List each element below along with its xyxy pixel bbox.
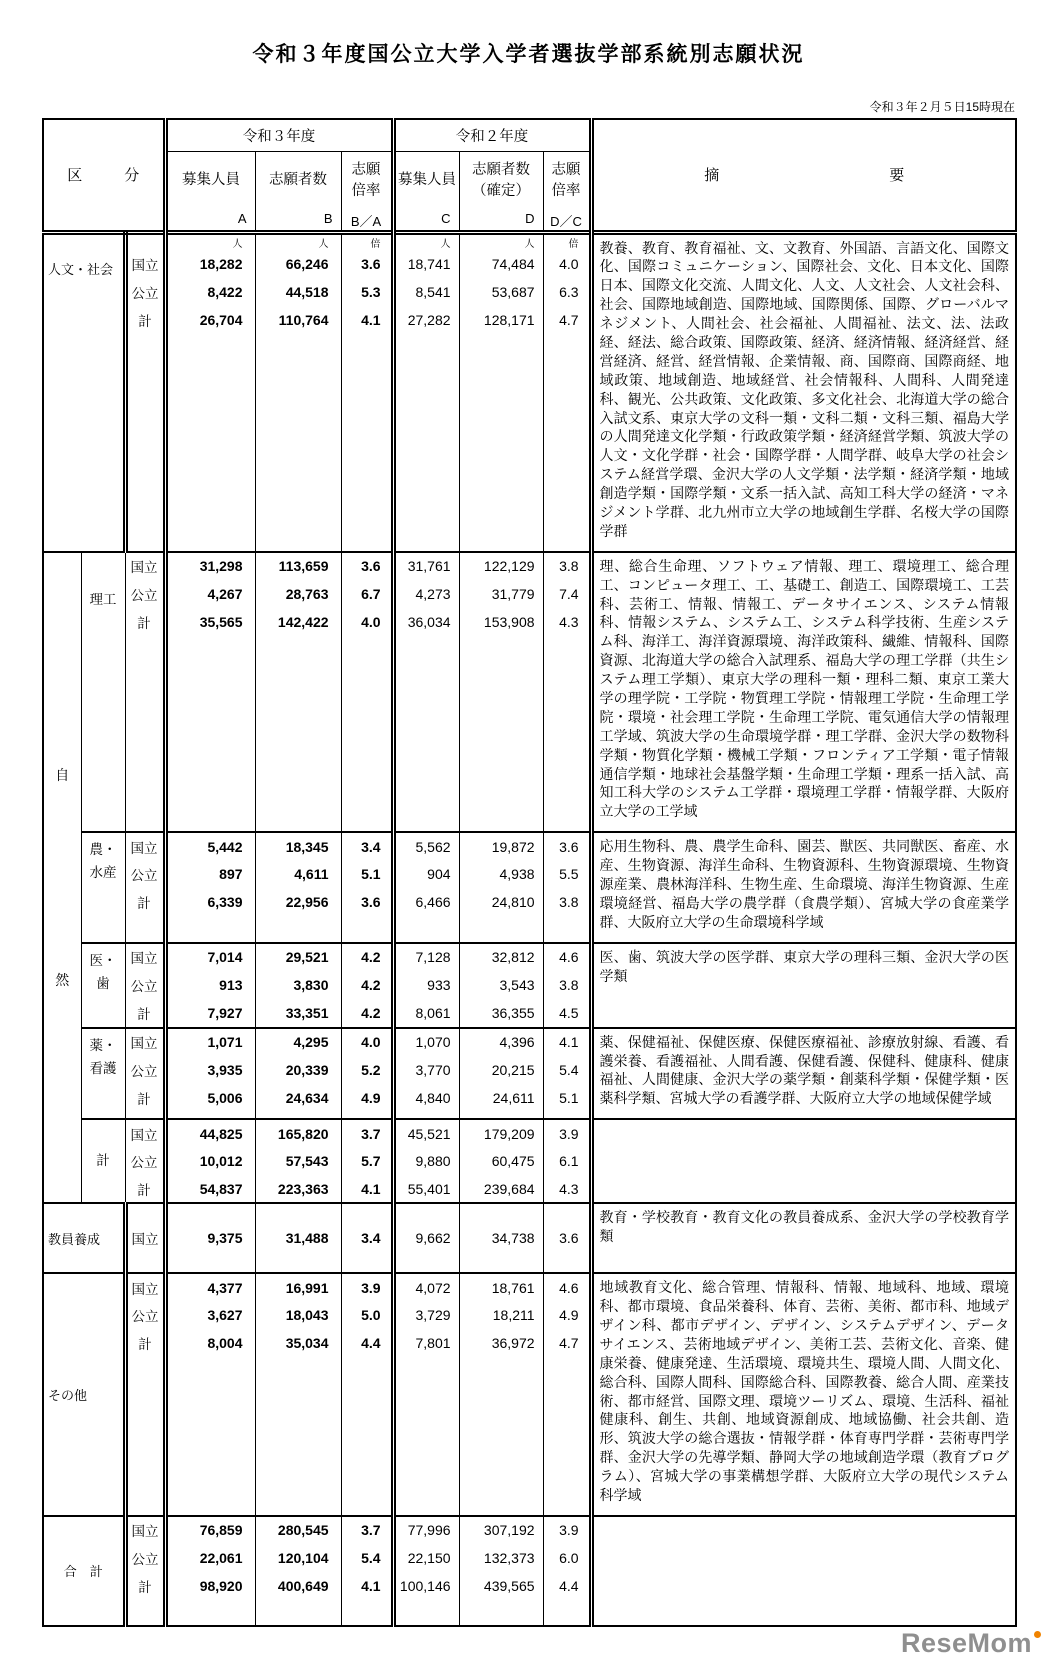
cell-applicants-r2: 24,810 bbox=[459, 888, 543, 916]
cell-applicants-r3: 110,764 bbox=[255, 306, 341, 334]
cell-ratio-r3: 4.2 bbox=[341, 943, 393, 971]
section-label-jinbun: 人文・社会 bbox=[43, 232, 125, 552]
cell-recruit-r3: 76,859 bbox=[165, 1516, 255, 1544]
sub-label-c: C bbox=[441, 210, 451, 226]
cell-ratio-r3: 5.2 bbox=[341, 1056, 393, 1084]
cell-ratio-r2: 6.0 bbox=[543, 1544, 591, 1572]
cell-ratio-r3: 5.7 bbox=[341, 1147, 393, 1175]
cell-ratio-r3: 4.9 bbox=[341, 1084, 393, 1112]
cell-recruit-r2: 7,128 bbox=[393, 943, 459, 971]
cell-applicants-r3: 16,991 bbox=[255, 1273, 341, 1301]
cell-applicants-r3: 24,634 bbox=[255, 1084, 341, 1112]
cell-applicants-r3: 18,345 bbox=[255, 832, 341, 860]
table-row bbox=[43, 1203, 1016, 1273]
cell-ratio-r2: 3.8 bbox=[543, 971, 591, 999]
cell-applicants-r2: 36,972 bbox=[459, 1329, 543, 1357]
unit-label: 人 bbox=[459, 232, 543, 250]
row-type-label: 公立 bbox=[125, 1301, 165, 1329]
cell-applicants-r3: 18,043 bbox=[255, 1301, 341, 1329]
cell-ratio-r3: 4.0 bbox=[341, 1028, 393, 1056]
table-row bbox=[43, 1273, 1016, 1301]
cell-recruit-r3: 26,704 bbox=[165, 306, 255, 334]
unit-row bbox=[43, 232, 1016, 250]
cell-ratio-r3: 4.1 bbox=[341, 1175, 393, 1203]
row-type-label: 計 bbox=[125, 1329, 165, 1357]
cell-applicants-r2: 32,812 bbox=[459, 943, 543, 971]
cell-ratio-r3: 4.2 bbox=[341, 999, 393, 1027]
cell-applicants-r2: 132,373 bbox=[459, 1544, 543, 1572]
remark-sonota: 地域教育文化、総合管理、情報科、情報、地域科、地域、環境科、都市環境、食品栄養科、体育、芸術、美術、都市科、地域デザイン科、都市デザイン、デザイン、システムデザイン、データサイエンス、芸術地域デザイン、美術工芸、芸術文化、音楽、健康栄養、健康発達、生活環境、環境共生、環境人間、人間文化、総合科、国際人間科、国際総合科、国際教養、総合人間、産業技術、都市経営、国際文理、環境ツーリズム、環境、生活科、福祉健康科、創生、共創、地域資源創成、地域協働、社会共創、造形、筑波大学の総合選抜・情報学群・体育専門学群・芸術専門学群、金沢大学の先導学類、静岡大学の地域創造学環（教育プログラム）、宮城大学の事業構想学群、大阪府立大学の現代システム科学域 bbox=[591, 1273, 1016, 1516]
cell-ratio-r2: 7.4 bbox=[543, 580, 591, 608]
cell-applicants-r3: 31,488 bbox=[255, 1203, 341, 1273]
cell-recruit-r3: 1,071 bbox=[165, 1028, 255, 1056]
cell-applicants-r3: 4,611 bbox=[255, 860, 341, 888]
cell-applicants-r2: 31,779 bbox=[459, 580, 543, 608]
cell-recruit-r2: 22,150 bbox=[393, 1544, 459, 1572]
cell-applicants-r3: 280,545 bbox=[255, 1516, 341, 1544]
cell-ratio-r2: 4.4 bbox=[543, 1572, 591, 1600]
unit-label: 人 bbox=[393, 232, 459, 250]
cell-applicants-r3: 35,034 bbox=[255, 1329, 341, 1357]
unit-label: 倍 bbox=[341, 232, 393, 250]
cell-ratio-r3: 3.4 bbox=[341, 1203, 393, 1273]
cell-recruit-r3: 10,012 bbox=[165, 1147, 255, 1175]
cell-ratio-r3: 3.6 bbox=[341, 552, 393, 580]
table-row bbox=[43, 832, 1016, 860]
cell-recruit-r3: 4,267 bbox=[165, 580, 255, 608]
cell-ratio-r2: 3.6 bbox=[543, 1203, 591, 1273]
row-type-label: 計 bbox=[125, 608, 165, 636]
cell-applicants-r2: 439,565 bbox=[459, 1572, 543, 1600]
cell-applicants-r2: 307,192 bbox=[459, 1516, 543, 1544]
row-type-label: 公立 bbox=[125, 1544, 165, 1572]
remark-gokei bbox=[591, 1516, 1016, 1626]
cell-recruit-r3: 35,565 bbox=[165, 608, 255, 636]
cell-applicants-r3: 165,820 bbox=[255, 1119, 341, 1147]
group-label-shizen: 自 然 bbox=[43, 552, 81, 1203]
cell-recruit-r2: 36,034 bbox=[393, 608, 459, 636]
cell-ratio-r2: 3.9 bbox=[543, 1119, 591, 1147]
row-type-label: 公立 bbox=[125, 278, 165, 306]
cell-applicants-r2: 153,908 bbox=[459, 608, 543, 636]
section-label-sonota: その他 bbox=[43, 1273, 125, 1516]
cell-recruit-r2: 8,541 bbox=[393, 278, 459, 306]
remark-shizenkei bbox=[591, 1119, 1016, 1203]
row-type-label: 計 bbox=[125, 306, 165, 334]
cell-applicants-r3: 33,351 bbox=[255, 999, 341, 1027]
cell-recruit-r2: 4,840 bbox=[393, 1084, 459, 1112]
row-type-label: 公立 bbox=[125, 1147, 165, 1175]
cell-recruit-r2: 933 bbox=[393, 971, 459, 999]
cell-recruit-r2: 55,401 bbox=[393, 1175, 459, 1203]
cell-recruit-r3: 3,935 bbox=[165, 1056, 255, 1084]
cell-ratio-r2: 5.4 bbox=[543, 1056, 591, 1084]
header-kubun bbox=[43, 119, 165, 232]
sub-label-b: B bbox=[323, 210, 333, 226]
header-row-years bbox=[43, 119, 1016, 151]
category-label-nousan: 農・ 水産 bbox=[81, 832, 125, 942]
remark-kyoin: 教育・学校教育・教育文化の教員養成系、金沢大学の学校教育学類 bbox=[591, 1203, 1016, 1273]
cell-ratio-r2: 4.6 bbox=[543, 943, 591, 971]
category-label-yaku: 薬・ 看護 bbox=[81, 1028, 125, 1120]
header-year-r3: 令和３年度 bbox=[165, 119, 393, 151]
cell-recruit-r2: 904 bbox=[393, 860, 459, 888]
cell-applicants-r3: 22,956 bbox=[255, 888, 341, 916]
cell-applicants-r3: 20,339 bbox=[255, 1056, 341, 1084]
cell-applicants-r2: 4,396 bbox=[459, 1028, 543, 1056]
cell-applicants-r2: 18,761 bbox=[459, 1273, 543, 1301]
cell-applicants-r2: 24,611 bbox=[459, 1084, 543, 1112]
remark-nousan: 応用生物科、農、農学生命科、園芸、獣医、共同獣医、畜産、水産、生物資源、海洋生命科、生物資源科、生物資源環境、生物資源産業、農林海洋科、生物生産、生命環境、海洋生物資源、生産環境経営、福島大学の農学群（食農学類）、宮城大学の食産業学群、大阪府立大学の生命環境科学域 bbox=[591, 832, 1016, 942]
header-kubun-2: 分 bbox=[124, 167, 140, 185]
cell-recruit-r3: 54,837 bbox=[165, 1175, 255, 1203]
cell-recruit-r2: 3,770 bbox=[393, 1056, 459, 1084]
cell-recruit-r2: 100,146 bbox=[393, 1572, 459, 1600]
table-row bbox=[43, 1516, 1016, 1544]
cell-applicants-r3: 113,659 bbox=[255, 552, 341, 580]
table-row bbox=[43, 943, 1016, 971]
cell-recruit-r2: 9,880 bbox=[393, 1147, 459, 1175]
cell-recruit-r3: 22,061 bbox=[165, 1544, 255, 1572]
row-type-label: 計 bbox=[125, 1175, 165, 1203]
cell-ratio-r3: 6.7 bbox=[341, 580, 393, 608]
cell-recruit-r2: 1,070 bbox=[393, 1028, 459, 1056]
page-title: 令和３年度国公立大学入学者選抜学部系統別志願状況 bbox=[252, 43, 805, 66]
cell-applicants-r2: 53,687 bbox=[459, 278, 543, 306]
sub-label-a: A bbox=[237, 210, 247, 226]
cell-applicants-r3: 66,246 bbox=[255, 250, 341, 278]
logo-orange-dot bbox=[1034, 1631, 1041, 1638]
cell-ratio-r2: 5.1 bbox=[543, 1084, 591, 1112]
cell-ratio-r3: 5.0 bbox=[341, 1301, 393, 1329]
row-type-label: 国立 bbox=[125, 832, 165, 860]
cell-ratio-r2: 5.5 bbox=[543, 860, 591, 888]
cell-applicants-r2: 122,129 bbox=[459, 552, 543, 580]
cell-ratio-r3: 3.7 bbox=[341, 1516, 393, 1544]
cell-ratio-r3: 4.4 bbox=[341, 1329, 393, 1357]
cell-recruit-r2: 4,273 bbox=[393, 580, 459, 608]
table-row bbox=[43, 1028, 1016, 1056]
cell-ratio-r2: 4.7 bbox=[543, 306, 591, 334]
section-label-kyoin: 教員養成 bbox=[43, 1203, 125, 1273]
cell-recruit-r3: 913 bbox=[165, 971, 255, 999]
row-type-label: 国立 bbox=[125, 552, 165, 580]
row-type-label: 計 bbox=[125, 1572, 165, 1600]
cell-ratio-r2: 3.9 bbox=[543, 1516, 591, 1544]
application-status-table bbox=[42, 118, 1017, 1627]
cell-recruit-r3: 5,006 bbox=[165, 1084, 255, 1112]
header-kubun-1: 区 bbox=[67, 167, 83, 185]
cell-applicants-r2: 179,209 bbox=[459, 1119, 543, 1147]
row-type-label: 国立 bbox=[125, 1273, 165, 1301]
cell-ratio-r2: 4.1 bbox=[543, 1028, 591, 1056]
cell-recruit-r3: 7,927 bbox=[165, 999, 255, 1027]
unit-label: 人 bbox=[165, 232, 255, 250]
cell-applicants-r3: 57,543 bbox=[255, 1147, 341, 1175]
cell-applicants-r2: 36,355 bbox=[459, 999, 543, 1027]
cell-ratio-r2: 4.3 bbox=[543, 608, 591, 636]
cell-applicants-r2: 239,684 bbox=[459, 1175, 543, 1203]
sub-label-dc: D／C bbox=[550, 213, 582, 229]
cell-applicants-r2: 34,738 bbox=[459, 1203, 543, 1273]
category-label-rikou: 理工 bbox=[81, 552, 125, 832]
unit-label: 人 bbox=[255, 232, 341, 250]
row-type-label: 国立 bbox=[125, 943, 165, 971]
cell-applicants-r3: 29,521 bbox=[255, 943, 341, 971]
cell-recruit-r2: 9,662 bbox=[393, 1203, 459, 1273]
cell-ratio-r3: 4.0 bbox=[341, 608, 393, 636]
row-type-label: 計 bbox=[125, 999, 165, 1027]
cell-recruit-r3: 4,377 bbox=[165, 1273, 255, 1301]
cell-recruit-r3: 897 bbox=[165, 860, 255, 888]
row-type-label: 公立 bbox=[125, 580, 165, 608]
cell-ratio-r2: 3.8 bbox=[543, 888, 591, 916]
row-type-label: 計 bbox=[125, 888, 165, 916]
cell-ratio-r2: 4.6 bbox=[543, 1273, 591, 1301]
cell-applicants-r2: 3,543 bbox=[459, 971, 543, 999]
cell-applicants-r3: 28,763 bbox=[255, 580, 341, 608]
cell-recruit-r2: 27,282 bbox=[393, 306, 459, 334]
remark-jinbun: 教養、教育、教育福祉、文、文教育、外国語、言語文化、国際文化、国際コミュニケーション、国際社会、文化、日本文化、国際日本、国際文化交流、人間文化、人文、人文社会、人文社会科、社会、国際地域創造、国際地域、国際関係、国際、グローバルマネジメント、人間社会、社会福祉、人間福祉、法文、法、法政経、経法、総合政策、国際政策、経済、経済情報、経済経営、経営経済、経営、経営情報、企業情報、商、国際商、国際商経、地域政策、地域創造、地域経営、社会情報科、人間科、人間発達科、観光、公共政策、文化政策、多文化社会、北海道大学の総合入試文系、東京大学の文科一類・文科二類・文科三類、福島大学の人間発達文化学類・行政政策学類・経済経営学類、筑波大学の人文・文化学群・社会・国際学群・人間学群、岐阜大学の社会システム経営学環、金沢大学の人文学類・法学類・経済学類・地域創造学類・国際学類・文系一括入試、高知工科大学の経済・マネジメント学群、北九州市立大学の地域創生学群、名桜大学の国際学群 bbox=[591, 232, 1016, 552]
cell-applicants-r2: 19,872 bbox=[459, 832, 543, 860]
category-label-shizenkei: 計 bbox=[81, 1119, 125, 1203]
cell-ratio-r2: 4.7 bbox=[543, 1329, 591, 1357]
cell-ratio-r3: 3.4 bbox=[341, 832, 393, 860]
col-header-recruit-r2: 募集人員 C bbox=[393, 151, 459, 232]
cell-ratio-r3: 4.1 bbox=[341, 306, 393, 334]
cell-ratio-r2: 6.3 bbox=[543, 278, 591, 306]
cell-ratio-r2: 4.9 bbox=[543, 1301, 591, 1329]
row-type-label: 公立 bbox=[125, 860, 165, 888]
cell-ratio-r2: 4.3 bbox=[543, 1175, 591, 1203]
cell-applicants-r2: 20,215 bbox=[459, 1056, 543, 1084]
cell-recruit-r3: 7,014 bbox=[165, 943, 255, 971]
cell-ratio-r2: 4.5 bbox=[543, 999, 591, 1027]
cell-recruit-r2: 4,072 bbox=[393, 1273, 459, 1301]
cell-recruit-r3: 6,339 bbox=[165, 888, 255, 916]
header-remarks-2: 要 bbox=[889, 167, 905, 185]
cell-applicants-r3: 142,422 bbox=[255, 608, 341, 636]
cell-ratio-r3: 3.6 bbox=[341, 888, 393, 916]
category-label-ishi: 医・ 歯 bbox=[81, 943, 125, 1028]
row-type-label: 国立 bbox=[125, 1119, 165, 1147]
cell-applicants-r3: 44,518 bbox=[255, 278, 341, 306]
cell-applicants-r3: 400,649 bbox=[255, 1572, 341, 1600]
cell-ratio-r3: 4.2 bbox=[341, 971, 393, 999]
cell-recruit-r2: 7,801 bbox=[393, 1329, 459, 1357]
cell-ratio-r2: 3.6 bbox=[543, 832, 591, 860]
resemom-logo: ReseMom bbox=[901, 1628, 1041, 1659]
cell-ratio-r3: 5.1 bbox=[341, 860, 393, 888]
cell-recruit-r3: 3,627 bbox=[165, 1301, 255, 1329]
table-row bbox=[43, 552, 1016, 580]
cell-recruit-r2: 18,741 bbox=[393, 250, 459, 278]
cell-ratio-r3: 3.7 bbox=[341, 1119, 393, 1147]
cell-ratio-r2: 6.1 bbox=[543, 1147, 591, 1175]
row-type-label: 国立 bbox=[125, 250, 165, 278]
header-remarks-1: 摘 bbox=[704, 167, 720, 185]
cell-recruit-r2: 5,562 bbox=[393, 832, 459, 860]
cell-recruit-r2: 31,761 bbox=[393, 552, 459, 580]
cell-applicants-r2: 60,475 bbox=[459, 1147, 543, 1175]
row-type-label: 計 bbox=[125, 1084, 165, 1112]
remark-rikou: 理、総合生命理、ソフトウェア情報、理工、環境理工、総合理工、コンピュータ理工、工、基礎工、創造工、国際環境工、工芸科、芸術工、情報、情報工、データサイエンス、システム情報科、情報システム、システム工、システム科学技術、生産システム科、海洋工、海洋資源環境、海洋政策科、繊維、情報科、国際資源、北海道大学の総合入試理系、福島大学の理工学群（共生システム理工学類）、東京大学の理科一類・理科二類、東京工業大学の理学院・工学院・物質理工学院・情報理工学院・生命理工学院・環境・社会理工学院・生命理工学院、電気通信大学の情報理工学域、筑波大学の生命環境学群・理工学群、金沢大学の数物科学類・物質化学類・機械工学類・フロンティア工学類・電子情報通信学類・地球社会基盤学類・生命理工学類・理系一括入試、高知工科大学のシステム工学群・環境理工学群・情報学群、大阪府立大学の工学域 bbox=[591, 552, 1016, 832]
sub-label-d: D bbox=[525, 210, 535, 226]
cell-ratio-r3: 3.9 bbox=[341, 1273, 393, 1301]
sub-label-ba: B／A bbox=[350, 213, 382, 229]
remark-ishi: 医、歯、筑波大学の医学群、東京大学の理科三類、金沢大学の医学類 bbox=[591, 943, 1016, 1028]
cell-recruit-r2: 6,466 bbox=[393, 888, 459, 916]
cell-applicants-r2: 18,211 bbox=[459, 1301, 543, 1329]
header-year-r2: 令和２年度 bbox=[393, 119, 591, 151]
cell-recruit-r3: 98,920 bbox=[165, 1572, 255, 1600]
cell-applicants-r2: 74,484 bbox=[459, 250, 543, 278]
cell-applicants-r3: 120,104 bbox=[255, 1544, 341, 1572]
cell-recruit-r3: 8,004 bbox=[165, 1329, 255, 1357]
col-header-recruit-r3: 募集人員 A bbox=[165, 151, 255, 232]
cell-applicants-r2: 4,938 bbox=[459, 860, 543, 888]
unit-label: 倍 bbox=[543, 232, 591, 250]
row-type-label: 国立 bbox=[125, 1028, 165, 1056]
cell-ratio-r2: 4.0 bbox=[543, 250, 591, 278]
table-row bbox=[43, 1119, 1016, 1147]
cell-ratio-r3: 4.1 bbox=[341, 1572, 393, 1600]
col-header-ratio-r2: 志願 倍率 D／C bbox=[543, 151, 591, 232]
col-header-applicants-r2: 志願者数 （確定） D bbox=[459, 151, 543, 232]
row-type-label: 国立 bbox=[125, 1516, 165, 1544]
header-remarks bbox=[591, 119, 1016, 232]
cell-applicants-r3: 3,830 bbox=[255, 971, 341, 999]
col-header-applicants-r3: 志願者数 B bbox=[255, 151, 341, 232]
cell-ratio-r3: 5.3 bbox=[341, 278, 393, 306]
cell-recruit-r3: 31,298 bbox=[165, 552, 255, 580]
cell-applicants-r3: 4,295 bbox=[255, 1028, 341, 1056]
as-of-date: 令和３年２月５日15時現在 bbox=[869, 100, 1015, 114]
cell-ratio-r3: 5.4 bbox=[341, 1544, 393, 1572]
cell-recruit-r2: 3,729 bbox=[393, 1301, 459, 1329]
col-header-ratio-r3: 志願 倍率 B／A bbox=[341, 151, 393, 232]
remark-yaku: 薬、保健福祉、保健医療、保健医療福祉、診療放射線、看護、看護栄養、看護福祉、人間看護、保健看護、保健科、健康科、健康福祉、人間健康、金沢大学の薬学類・創薬科学類・保健学類・医薬科学類、宮城大学の看護学群、大阪府立大学の地域保健学域 bbox=[591, 1028, 1016, 1120]
cell-recruit-r2: 77,996 bbox=[393, 1516, 459, 1544]
cell-ratio-r3: 3.6 bbox=[341, 250, 393, 278]
cell-recruit-r2: 8,061 bbox=[393, 999, 459, 1027]
cell-recruit-r3: 8,422 bbox=[165, 278, 255, 306]
cell-recruit-r3: 44,825 bbox=[165, 1119, 255, 1147]
row-type-label: 公立 bbox=[125, 1056, 165, 1084]
section-label-gokei: 合 計 bbox=[43, 1516, 125, 1626]
cell-recruit-r2: 45,521 bbox=[393, 1119, 459, 1147]
cell-recruit-r3: 5,442 bbox=[165, 832, 255, 860]
cell-applicants-r2: 128,171 bbox=[459, 306, 543, 334]
cell-ratio-r2: 3.8 bbox=[543, 552, 591, 580]
row-type-label: 国立 bbox=[125, 1203, 165, 1273]
cell-recruit-r3: 18,282 bbox=[165, 250, 255, 278]
row-type-label: 公立 bbox=[125, 971, 165, 999]
cell-applicants-r3: 223,363 bbox=[255, 1175, 341, 1203]
cell-recruit-r3: 9,375 bbox=[165, 1203, 255, 1273]
